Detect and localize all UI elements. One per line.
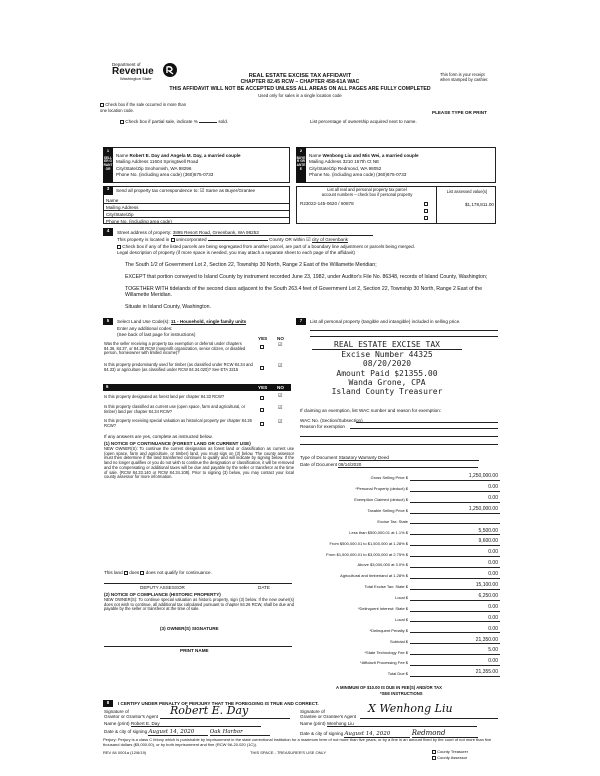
section5-tab: 5 bbox=[103, 318, 113, 325]
print-name-label: PRINT NAME bbox=[180, 648, 209, 653]
section2-num: 2 bbox=[299, 148, 303, 153]
section6-tab: 6 bbox=[103, 384, 291, 391]
section2-tab bbox=[296, 147, 306, 183]
doc-date-label: Date of Document bbox=[300, 462, 338, 467]
owner-signature-label: (3) OWNER(S) SIGNATURE bbox=[160, 626, 219, 631]
does-not-qualify-checkbox[interactable] bbox=[140, 571, 144, 575]
legal-desc-label: Legal description of property (if more space is needed, you may attach a separate sheet to each page of the affidavit) bbox=[117, 250, 355, 255]
tax-row bbox=[300, 666, 500, 677]
list-percentage: List percentage of ownership acquired next to name. bbox=[310, 119, 417, 124]
dept-line2: Revenue bbox=[112, 66, 154, 77]
grantor-name-value[interactable]: Robert E. Day bbox=[131, 721, 261, 727]
more-than-one-label: Check box if the sale occurred in more than one location code. bbox=[100, 102, 187, 113]
tax-row-label: *Affidavit Processing Fee $ bbox=[360, 660, 408, 666]
tax-row bbox=[300, 644, 500, 655]
certify-statement: I CERTIFY UNDER PENALTY OF PERJURY THAT THE FOREGOING IS TRUE AND CORRECT. bbox=[118, 701, 319, 706]
tax-row-label: From $500,000.01 to $1,500,000 at 1.28% $ bbox=[329, 540, 408, 546]
doc-type-row bbox=[300, 455, 498, 461]
s5-q1-no-checkbox[interactable]: ☑ bbox=[278, 342, 283, 348]
legal-desc bbox=[125, 262, 495, 311]
grantee-city-value[interactable]: Redmond bbox=[412, 729, 478, 738]
treasurer-space: THIS SPACE - TREASURER'S USE ONLY bbox=[250, 750, 327, 755]
form-subtitle: CHAPTER 82.45 RCW – CHAPTER 458-61A WAC bbox=[240, 79, 360, 85]
tax-row bbox=[300, 622, 500, 633]
street-row bbox=[117, 230, 497, 236]
tax-calc-table bbox=[300, 470, 500, 677]
does-qualify-checkbox[interactable] bbox=[124, 571, 128, 575]
tax-row-value[interactable]: 9,600.00 bbox=[410, 539, 500, 546]
grantor-sig-label bbox=[104, 709, 158, 720]
dor-logo bbox=[112, 62, 182, 84]
land-use-value[interactable]: 11 - Household, single family units bbox=[170, 319, 247, 324]
legal-line-4: Situate in Island County, Washington. bbox=[125, 304, 211, 310]
stamp-line-6: Island County Treasurer bbox=[331, 386, 443, 396]
buyer-side-label: BUYER GRANTEE bbox=[296, 155, 306, 171]
same-as-buyer-checkbox[interactable]: ☑ bbox=[200, 188, 205, 194]
notice2-title: (2) NOTICE OF COMPLIANCE (HISTORIC PROPERTY) bbox=[104, 592, 221, 597]
section3-tab: 3 bbox=[103, 186, 113, 195]
deputy-assessor: DEPUTY ASSESSOR bbox=[140, 585, 185, 590]
located-in-label: This property is located in bbox=[117, 237, 170, 242]
stamp-line-1: REAL ESTATE EXCISE TAX bbox=[312, 340, 462, 350]
tc-address-label: Mailing Address bbox=[106, 205, 139, 210]
grantor-sig-label-2: Grantor or Grantor's Agent bbox=[104, 714, 158, 720]
tax-row-label: Local $ bbox=[395, 616, 408, 622]
s5-yes-header: YES bbox=[258, 336, 268, 341]
grantor-date-value[interactable]: August 14, 2020 bbox=[148, 729, 208, 736]
rev-number: REV 84 0001a (12/6/19) bbox=[103, 750, 147, 755]
tax-row-label: Exemption Claimed (deduct) $ bbox=[354, 497, 408, 503]
tax-row-label: Total Due $ bbox=[387, 671, 408, 677]
tax-row bbox=[300, 470, 500, 481]
section7-label: List all personal property (tangible and intangible) included in selling price. bbox=[310, 319, 461, 324]
tax-row bbox=[300, 524, 500, 535]
parcel-account[interactable]: R23022-145-0620 / 60878 bbox=[300, 201, 354, 206]
segregating-label: Check box if any of the listed parcels are being segregated from another parcel, are part of a boundary line adjustment or parcels being merged. bbox=[122, 244, 415, 249]
parcel-checkboxes bbox=[424, 200, 428, 221]
s5-q1: Was the seller receiving a property tax exemption or deferral under chapters 84.36, 84.37, or 84.38 RCW (nonprofit organization, senior citizen, or disabled person, homeowner with limited income)? bbox=[104, 341, 246, 356]
stamp-line-5: Wanda Grone, CPA bbox=[348, 377, 426, 387]
parcel-value[interactable]: $1,178,811.00 bbox=[464, 202, 494, 207]
land-use-row bbox=[117, 319, 295, 324]
county-assessor-checkbox[interactable] bbox=[432, 756, 436, 760]
tax-row-value[interactable]: 0.00 bbox=[410, 496, 500, 503]
city-of-label: city of Greenbank bbox=[311, 237, 348, 242]
deputy-date: DATE bbox=[258, 585, 270, 590]
grantee-sig-label-2: Grantee or Grantee's Agent bbox=[300, 714, 357, 720]
county-checkboxes bbox=[432, 749, 468, 761]
buyer-name[interactable]: Wenbong Liu and Mis Wei, a married couple bbox=[322, 153, 419, 158]
tax-row bbox=[300, 568, 500, 579]
personal-property-checkbox[interactable] bbox=[424, 202, 428, 206]
excise-tax-stamp bbox=[312, 340, 462, 396]
unincorporated-checkbox[interactable] bbox=[171, 238, 175, 242]
tc-name-label: Name bbox=[106, 198, 119, 203]
more-than-one-row bbox=[100, 102, 190, 114]
grantor-name-row bbox=[104, 721, 261, 727]
tax-row bbox=[300, 601, 500, 612]
reason-label: Reason for exemption bbox=[300, 424, 345, 429]
grantee-name-label: Name (print) bbox=[300, 721, 326, 726]
s5-q2-no-checkbox[interactable]: ☑ bbox=[278, 363, 283, 369]
seller-fields bbox=[116, 153, 288, 177]
doc-date-value[interactable]: 08/14/2020 bbox=[338, 462, 478, 468]
dept-line1: Department of bbox=[112, 62, 141, 67]
grantor-signature[interactable]: Robert E. Day bbox=[170, 704, 249, 717]
s6-q1: Is this property designated as forest land per chapter 84.33 RCW? bbox=[104, 394, 225, 399]
section7-tab: 7 bbox=[296, 318, 306, 325]
tax-row-label: *Personal Property (deduct) $ bbox=[355, 486, 408, 492]
buyer-city-label: City/State/Zip bbox=[309, 165, 337, 171]
tax-row bbox=[300, 514, 500, 525]
grantee-signature[interactable]: X Wenhong Liu bbox=[368, 702, 453, 715]
tc-phone-label: Phone No. (including area code) bbox=[106, 219, 172, 224]
form-warning: THIS AFFIDAVIT WILL NOT BE ACCEPTED UNLESS ALL AREAS ON ALL PAGES ARE FULLY COMPLETED bbox=[169, 86, 431, 92]
qualify-does: does bbox=[129, 570, 140, 575]
grantee-sig-label bbox=[300, 709, 356, 720]
tax-row bbox=[300, 535, 500, 546]
street-label: Street address of property: bbox=[117, 230, 172, 235]
tax-row-value[interactable]: 0.00 bbox=[410, 659, 500, 666]
buyer-address[interactable]: 3210 157th Ct NE bbox=[342, 159, 380, 165]
s6-yes-header: YES bbox=[258, 385, 268, 390]
partial-sale-label: Check box if partial sale, indicate % bbox=[125, 119, 198, 124]
grantor-city-value[interactable]: Oak Harbor bbox=[210, 729, 270, 736]
tax-row-label: Taxable Selling Price $ bbox=[367, 507, 408, 513]
seller-city[interactable]: Snohomish, WA 98296 bbox=[144, 165, 192, 171]
county-assessor-label: County Assessor bbox=[437, 755, 468, 760]
section3-fields bbox=[116, 188, 288, 195]
tax-row-value[interactable]: 0.00 bbox=[410, 485, 500, 492]
tax-row-value[interactable]: 5,500.00 bbox=[410, 529, 500, 536]
seller-side-label: SELLER GRANTOR bbox=[103, 155, 113, 171]
minimum-due: A MINIMUM OF $10.00 IS DUE IN FEE(S) AND/OR TAX bbox=[336, 685, 442, 690]
street-value[interactable]: 3895 Resort Road, Greenbank, WA 98253 bbox=[173, 230, 373, 236]
tax-row-label: Less than $500,000.01 at 1.1% $ bbox=[349, 529, 408, 535]
segregating-checkbox[interactable] bbox=[117, 245, 121, 249]
s6-if-yes: If any answers are yes, complete as instructed below. bbox=[104, 434, 213, 439]
exemption-label: If claiming an exemption, list WAC number and reason for exemption: bbox=[300, 408, 442, 413]
buyer-name-label: Name bbox=[309, 153, 322, 158]
tax-row-value[interactable]: 0.00 bbox=[410, 627, 500, 634]
tax-row-label: From $1,500,000.01 to $3,000,000 at 2.75% $ bbox=[326, 551, 408, 557]
tax-row-label: *Delinquent Penalty $ bbox=[369, 627, 408, 633]
section8-tab: 8 bbox=[103, 700, 113, 707]
doc-type-value[interactable]: Statutory Warranty Deed bbox=[339, 455, 479, 461]
tax-row-value[interactable]: 21,355.00 bbox=[410, 670, 500, 677]
section1-tab bbox=[103, 147, 113, 183]
legal-line-3: TOGETHER WITH tidelands of the second class adjacent to the South 263.4 feet of Government Lot 2, Section 22, Township 30 North, Range 2 East of the Willamette Meridian. bbox=[125, 285, 483, 299]
qualify-this-land: This land bbox=[104, 570, 123, 575]
s6-q2-no-checkbox[interactable]: ☑ bbox=[278, 405, 283, 411]
seller-name-label: Name bbox=[116, 153, 129, 158]
s5-q1-yes-checkbox[interactable] bbox=[260, 345, 264, 349]
personal-property-checkbox[interactable] bbox=[424, 216, 428, 220]
buyer-city[interactable]: Redmond, WA 98052 bbox=[337, 165, 382, 171]
s6-q1-no-checkbox[interactable]: ☑ bbox=[278, 393, 283, 399]
county-treasurer-label: County Treasurer bbox=[437, 749, 469, 754]
grantor-name-label: Name (print) bbox=[104, 721, 130, 726]
personal-property-checkbox[interactable] bbox=[424, 209, 428, 213]
tax-row-label: *State Technology Fee $ bbox=[364, 649, 408, 655]
section4-tab: 4 bbox=[103, 228, 113, 236]
dept-line3: Washington State bbox=[120, 76, 152, 81]
stamp-line-3: 08/20/2020 bbox=[362, 359, 412, 369]
partial-sale-row bbox=[120, 119, 228, 124]
used-only-note: Used only for sales in a single location code bbox=[258, 93, 342, 98]
located-in-row bbox=[117, 237, 497, 244]
legal-line-1: The South 1/2 of Government Lot 2, Section 22, Township 30 North, Range 2 East of the Willamette Meridian; bbox=[125, 262, 377, 268]
s6-q2: Is this property classified as current use (open space, farm and agricultural, or timber) land per chapter 84.34 RCW? bbox=[104, 404, 246, 414]
notice1-title: (1) NOTICE OF CONTINUANCE (FOREST LAND OR CURRENT USE) bbox=[104, 441, 251, 446]
parcel-header-2: account numbers – check box if personal property bbox=[321, 192, 413, 197]
tax-row-label: Excise Tax: State bbox=[377, 518, 408, 524]
doc-date-row bbox=[300, 462, 498, 468]
tax-row bbox=[300, 503, 500, 514]
receipt-note-1: This form is your receipt bbox=[440, 72, 485, 77]
perjury-statement: Perjury: Perjury is a class C felony which is punishable by imprisonment in the state correctional institution for a maximum term of not more than five years, or by a fine in an amount fixed by the court of not more than five thousand dollars ($5,000.00), or by both imprisonment and fine (RCW 9A.20.020 (1C)). bbox=[103, 737, 492, 747]
tax-row-label: Above $3,000,000 at 3.0% $ bbox=[357, 562, 408, 568]
notice1-body: NEW OWNER(S): To continue the current designation as forest land or classification as current use (open space, farm and agriculture, or timber) land, you must sign on (3) below. The county assessor must then determine if the land transferred continues to qualify and will indicate by signing below. If the land no longer qualifies or you do not wish to continue the designation or classification, it will be removed and the compensating or additional taxes will be due and payable by the seller or transferor at the time of sale. (RCW 84.33.140 or RCW 84.34.108). Prior to signing (3) below, you may contact your local county assessor for more information. bbox=[104, 446, 294, 480]
tax-row bbox=[300, 557, 500, 568]
s6-q3: Is this property receiving special valuation as historical property per chapter 84.26 RCW? bbox=[104, 418, 252, 428]
stamp-line-2: Excise Number 44325 bbox=[341, 350, 433, 360]
tax-row-value[interactable]: 6,250.00 bbox=[410, 594, 500, 601]
legal-line-2: EXCEPT that portion conveyed to Island County by instrument recorded June 23, 1982, under Auditor's File No. 86348, records of Island County, Washington; bbox=[125, 273, 488, 280]
tax-row-value[interactable] bbox=[410, 523, 500, 524]
seller-city-label: City/State/Zip bbox=[116, 165, 144, 171]
tax-row-value[interactable]: 5.00 bbox=[410, 648, 500, 655]
additional-codes-label: Enter any additional codes: bbox=[117, 326, 173, 331]
stamp-line-4: Amount Paid $21355.00 bbox=[336, 368, 438, 378]
seller-address[interactable]: 11604 Springtwell Road bbox=[149, 159, 199, 165]
type-or-print: PLEASE TYPE OR PRINT bbox=[432, 110, 487, 115]
receipt-note-2: when stamped by cashier. bbox=[440, 77, 489, 82]
tax-row bbox=[300, 481, 500, 492]
city-checkbox[interactable]: ☑ bbox=[306, 237, 311, 243]
seller-name[interactable]: Robert E. Day and Angela M. Day, a married couple bbox=[129, 153, 241, 158]
revenue-logo-icon bbox=[162, 62, 178, 78]
tax-row-label: Subtotal $ bbox=[389, 638, 408, 644]
s5-no-header: NO bbox=[277, 336, 284, 341]
tax-row-value[interactable]: 0.00 bbox=[410, 550, 500, 557]
section1-num: 1 bbox=[106, 148, 110, 153]
tax-row-label: Total Excise Tax: State $ bbox=[364, 584, 408, 590]
tax-row bbox=[300, 612, 500, 623]
tax-row-label: Local $ bbox=[395, 595, 408, 601]
seller-address-label: Mailing Address bbox=[116, 159, 149, 165]
tax-row-value[interactable]: 0.00 bbox=[410, 572, 500, 579]
form-title: REAL ESTATE EXCISE TAX AFFIDAVIT bbox=[248, 73, 352, 79]
tax-row-label: *Delinquent Interest: State $ bbox=[357, 605, 408, 611]
grantee-date-label: Date & city of signing bbox=[300, 731, 344, 736]
buyer-fields bbox=[309, 153, 494, 177]
county-label: County OR within bbox=[269, 237, 305, 242]
grantee-name-row bbox=[300, 721, 477, 727]
doc-type-label: Type of Document bbox=[300, 455, 338, 460]
grantor-sig-label-1: Signature of bbox=[104, 709, 129, 714]
buyer-address-label: Mailing Address bbox=[309, 159, 342, 165]
s6-q1-yes-checkbox[interactable] bbox=[260, 396, 264, 400]
grantee-sig-label-1: Signature of bbox=[300, 709, 325, 714]
see-instructions: *SEE INSTRUCTIONS bbox=[380, 691, 423, 696]
county-treasurer-checkbox[interactable] bbox=[432, 750, 436, 754]
s5-q2-yes-checkbox[interactable] bbox=[260, 366, 264, 370]
unincorporated-label: unincorporated bbox=[175, 237, 207, 242]
grantor-date-row bbox=[104, 729, 270, 736]
qualify-does-not: does not qualify for continuance. bbox=[145, 570, 212, 575]
tax-row bbox=[300, 655, 500, 666]
segregating-row bbox=[117, 244, 497, 249]
s6-q3-no-checkbox[interactable]: ☑ bbox=[278, 419, 283, 425]
grantee-name-value[interactable]: Wenhong Liu bbox=[327, 721, 477, 727]
s5-q2: Is this property predominantly used for timber (as classified under RCW 84.34 and 84.33) or agriculture (as classified under RCW 84.34.020)? See ETA 3215 bbox=[104, 362, 253, 372]
land-use-label: Select Land Use Code(s): bbox=[117, 319, 170, 324]
qualify-row bbox=[104, 570, 212, 575]
tax-row bbox=[300, 579, 500, 590]
grantor-date-label: Date & city of signing bbox=[104, 729, 148, 734]
tax-row bbox=[300, 492, 500, 503]
tax-row bbox=[300, 590, 500, 601]
tax-row bbox=[300, 633, 500, 644]
see-back-label: (See back of last page for instructions) bbox=[117, 332, 196, 337]
tax-row-value[interactable]: 15,100.00 bbox=[410, 583, 500, 590]
parcel-header-1: List all real and personal property tax parcel bbox=[327, 187, 407, 192]
buyer-phone-label: Phone No. (including area code) bbox=[309, 171, 375, 177]
buyer-phone[interactable]: (360)675-0733 bbox=[376, 171, 407, 177]
tax-row-value[interactable]: 21,350.00 bbox=[410, 638, 500, 645]
value-header: List assessed value(s) bbox=[446, 189, 488, 194]
same-as-buyer-label: Same as Buyer/Grantee bbox=[205, 188, 256, 193]
tax-row-label: Gross Selling Price $ bbox=[370, 475, 408, 481]
wac-label: WAC No. (Section/Subsection) bbox=[300, 418, 363, 423]
seller-phone[interactable]: (360)675-0733 bbox=[183, 171, 214, 177]
grantee-date-value[interactable]: August 14, 2020 bbox=[344, 731, 410, 738]
tax-row bbox=[300, 546, 500, 557]
s6-q2-yes-checkbox[interactable] bbox=[260, 408, 264, 412]
tax-correspondence-label: Send all property tax correspondence to: bbox=[116, 188, 199, 193]
tc-city-label: City/State/Zip bbox=[106, 212, 134, 217]
more-than-one-checkbox[interactable] bbox=[100, 103, 104, 107]
partial-sale-checkbox[interactable] bbox=[120, 120, 124, 124]
partial-sold-label: sold. bbox=[218, 119, 229, 124]
s6-no-header: NO bbox=[277, 385, 284, 390]
tax-row-label: Agricultural and timberland at 1.28% $ bbox=[340, 573, 408, 579]
notice2-body: NEW OWNER(S): To continue special valuation as historic property, sign (3) below. If the new owner(s) does not wish to continue, all additional tax calculated pursuant to chapter 84.26 RCW, shall be due and payable by the seller or transferor at the time of sale. bbox=[104, 597, 294, 612]
tax-row-value[interactable]: 0.00 bbox=[410, 605, 500, 612]
tax-row-value[interactable]: 1,250,000.00 bbox=[410, 474, 500, 481]
s6-q3-yes-checkbox[interactable] bbox=[260, 422, 264, 426]
tax-row-value[interactable]: 1,250,000.00 bbox=[410, 507, 500, 514]
tax-row-value[interactable]: 0.00 bbox=[410, 561, 500, 568]
tax-row-value[interactable]: 0.00 bbox=[410, 616, 500, 623]
seller-phone-label: Phone No. (including area code) bbox=[116, 171, 182, 177]
